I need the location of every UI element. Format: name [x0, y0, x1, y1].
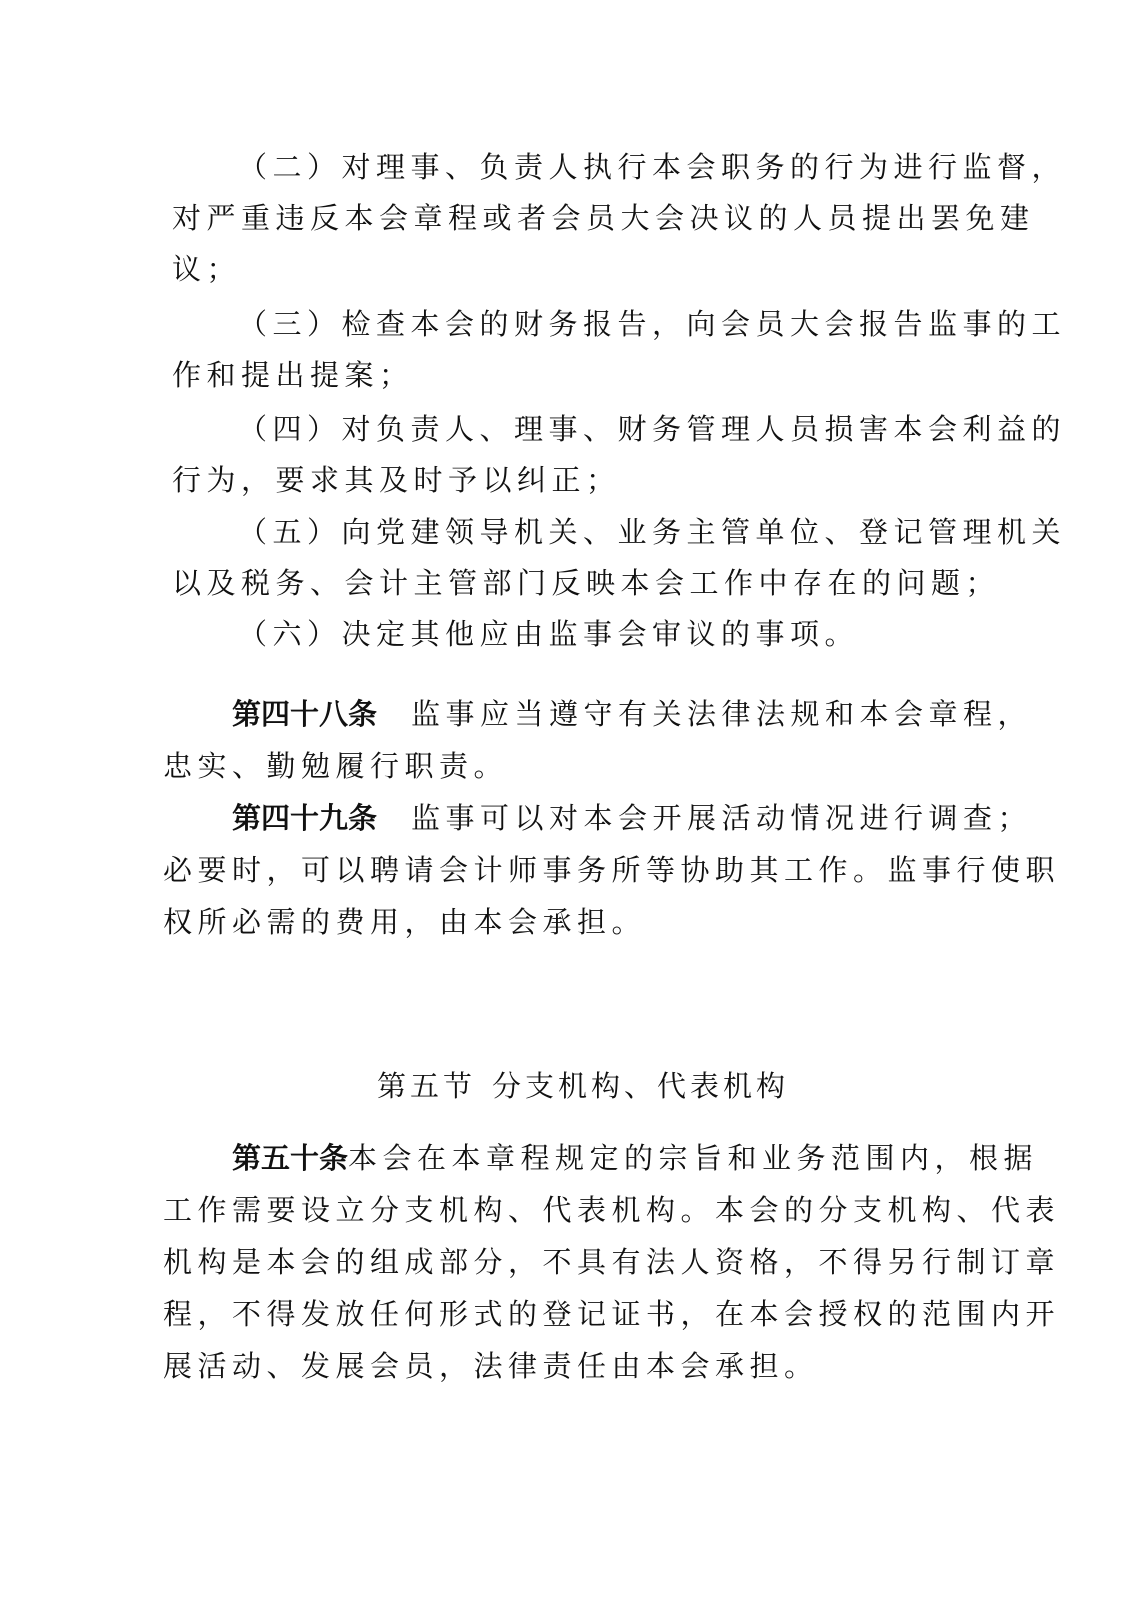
- item-2-line-2: 对严重违反本会章程或者会员大会决议的人员提出罢免建: [172, 201, 1035, 235]
- article-48-line-1: [232, 694, 1032, 734]
- article-49-line-1: [232, 798, 1032, 838]
- article-50-line-5: 展活动、发展会员，法律责任由本会承担。: [163, 1349, 819, 1383]
- item-3-line-1: （三）检查本会的财务报告，向会员大会报告监事的工: [238, 307, 1067, 341]
- article-48-line-2: 忠实、勤勉履行职责。: [163, 749, 509, 783]
- article-49-number: 第四十九条: [232, 801, 378, 835]
- article-50-line-4: 程，不得发放任何形式的登记证书，在本会授权的范围内开: [163, 1297, 1061, 1331]
- article-49-text-1: 监事可以对本会开展活动情况进行调查；: [411, 801, 1033, 835]
- section-heading: [377, 1066, 789, 1106]
- article-48-text-1: 监事应当遵守有关法律法规和本会章程，: [411, 697, 1033, 731]
- item-4-line-1: （四）对负责人、理事、财务管理人员损害本会利益的: [238, 412, 1067, 446]
- item-5-line-2: 以及税务、会计主管部门反映本会工作中存在的问题；: [172, 566, 1001, 600]
- item-4-line-2: 行为，要求其及时予以纠正；: [172, 463, 621, 497]
- item-6-line-1: （六）决定其他应由监事会审议的事项。: [238, 617, 860, 651]
- section-title-text: 分支机构、代表机构: [492, 1069, 790, 1103]
- article-50-line-3: 机构是本会的组成部分，不具有法人资格，不得另行制订章: [163, 1245, 1061, 1279]
- article-49-line-3: 权所必需的费用，由本会承担。: [163, 905, 647, 939]
- article-50-number: 第五十条: [232, 1141, 349, 1175]
- article-50-text-1: 本会在本章程规定的宗旨和业务范围内，根据: [348, 1141, 1039, 1175]
- article-49-line-2: 必要时，可以聘请会计师事务所等协助其工作。监事行使职: [163, 853, 1061, 887]
- item-2-line-3: 议；: [172, 252, 242, 286]
- item-2-line-1: （二）对理事、负责人执行本会职务的行为进行监督，: [238, 150, 1067, 184]
- item-5-line-1: （五）向党建领导机关、业务主管单位、登记管理机关: [238, 515, 1067, 549]
- item-3-line-2: 作和提出提案；: [172, 358, 414, 392]
- article-48-number: 第四十八条: [232, 697, 378, 731]
- article-50-line-2: 工作需要设立分支机构、代表机构。本会的分支机构、代表: [163, 1193, 1061, 1227]
- section-number: 第五节: [377, 1069, 477, 1103]
- article-50-line-1: [232, 1138, 1038, 1178]
